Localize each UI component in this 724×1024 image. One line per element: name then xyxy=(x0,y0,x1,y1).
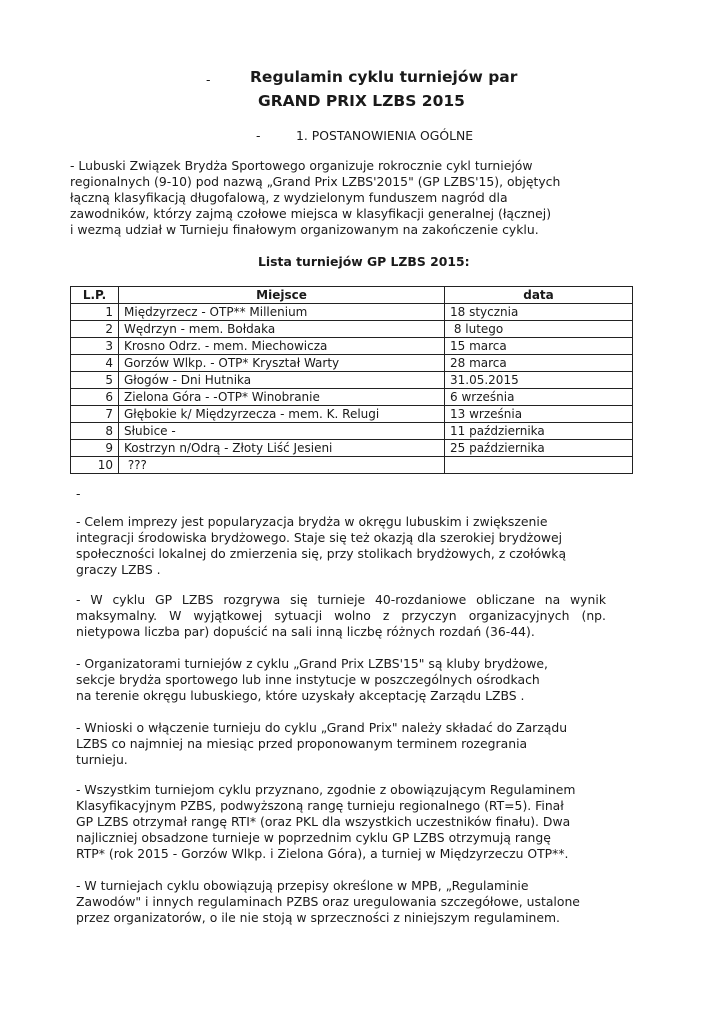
paragraph-line: Klasyfikacyjnym PZBS, podwyższoną rangę turnieju regionalnego (RT=5). Finał xyxy=(76,798,564,813)
paragraph-line: Zawodów" i innych regulaminach PZBS oraz uregulowania szczegółowe, ustalone xyxy=(76,894,580,909)
cell-lp: 3 xyxy=(71,338,119,355)
cell-lp: 7 xyxy=(71,406,119,423)
cell-place: Głębokie k/ Międzyrzecza - mem. K. Relugi xyxy=(119,406,445,423)
cell-date: 11 października xyxy=(445,423,633,440)
paragraph-line: turnieju. xyxy=(76,752,128,767)
table-row xyxy=(71,338,633,355)
cell-lp: 9 xyxy=(71,440,119,457)
cell-place: Zielona Góra - -OTP* Winobranie xyxy=(119,389,445,406)
section-heading: 1. POSTANOWIENIA OGÓLNE xyxy=(296,128,474,143)
cell-lp: 8 xyxy=(71,423,119,440)
paragraph-line: - W turniejach cyklu obowiązują przepisy określone w MPB, „Regulaminie xyxy=(76,878,529,893)
paragraph-line: przez organizatorów, o ile nie stoją w sprzeczności z niniejszym regulaminem. xyxy=(76,910,560,925)
after-table-dash: - xyxy=(76,486,81,501)
paragraph-line: społeczności lokalnej do zmierzenia się, przy stolikach brydżowych, z czołówką xyxy=(76,546,567,561)
table-header-row xyxy=(71,287,633,304)
cell-place: ??? xyxy=(119,457,445,474)
cell-date: 31.05.2015 xyxy=(445,372,633,389)
table-row xyxy=(71,457,633,474)
table-row xyxy=(71,406,633,423)
paragraph-line: graczy LZBS . xyxy=(76,562,161,577)
table-row xyxy=(71,389,633,406)
cell-place: Kostrzyn n/Odrą - Złoty Liść Jesieni xyxy=(119,440,445,457)
paragraph-line: najliczniej obsadzone turnieje w poprzednim cyklu GP LZBS otrzymują rangę xyxy=(76,830,551,845)
cell-lp: 1 xyxy=(71,304,119,321)
section-dash: - xyxy=(256,128,261,143)
list-title: Lista turniejów GP LZBS 2015: xyxy=(258,254,470,269)
paragraph-line: - Wszystkim turniejom cyklu przyznano, zgodnie z obowiązującym Regulaminem xyxy=(76,782,576,797)
cell-place: Międzyrzecz - OTP** Millenium xyxy=(119,304,445,321)
paragraph-line: - W cyklu GP LZBS rozgrywa się turnieje 40-rozdaniowe obliczane na wynik xyxy=(76,592,606,607)
table-row xyxy=(71,372,633,389)
cell-date: 8 lutego xyxy=(445,321,633,338)
document-title-line1: Regulamin cyklu turniejów par xyxy=(250,68,518,86)
cell-date: 28 marca xyxy=(445,355,633,372)
cell-place: Słubice - xyxy=(119,423,445,440)
paragraph-line: integracji środowiska brydżowego. Staje się też okazją dla szerokiej brydżowej xyxy=(76,530,563,545)
cell-date: 6 września xyxy=(445,389,633,406)
cell-lp: 10 xyxy=(71,457,119,474)
column-header-lp: L.P. xyxy=(71,287,119,304)
table-row xyxy=(71,423,633,440)
intro-line: łączną klasyfikacją długofalową, z wydzielonym funduszem nagród dla xyxy=(70,190,508,205)
document-title-line2: GRAND PRIX LZBS 2015 xyxy=(258,92,465,110)
intro-line: zawodników, którzy zajmą czołowe miejsca w klasyfikacji generalnej (łącznej) xyxy=(70,206,552,221)
paragraph-line: - Organizatorami turniejów z cyklu „Grand Prix LZBS'15" są kluby brydżowe, xyxy=(76,656,548,671)
paragraph-line: - Celem imprezy jest popularyzacja brydża w okręgu lubuskim i zwiększenie xyxy=(76,514,548,529)
table-row xyxy=(71,440,633,457)
cell-place: Wędrzyn - mem. Bołdaka xyxy=(119,321,445,338)
table-row xyxy=(71,304,633,321)
cell-date: 25 października xyxy=(445,440,633,457)
intro-line: - Lubuski Związek Brydża Sportowego organizuje rokrocznie cykl turniejów xyxy=(70,158,533,173)
header-dash: - xyxy=(206,72,211,87)
cell-lp: 5 xyxy=(71,372,119,389)
intro-line: regionalnych (9-10) pod nazwą „Grand Prix LZBS'2015" (GP LZBS'15), objętych xyxy=(70,174,561,189)
intro-line: i wezmą udział w Turnieju finałowym organizowanym na zakończenie cyklu. xyxy=(70,222,539,237)
paragraph-line: RTP* (rok 2015 - Gorzów Wlkp. i Zielona Góra), a turniej w Międzyrzeczu OTP**. xyxy=(76,846,569,861)
paragraph-line: na terenie okręgu lubuskiego, które uzyskały akceptację Zarządu LZBS . xyxy=(76,688,525,703)
column-header-place: Miejsce xyxy=(119,287,445,304)
table-row xyxy=(71,355,633,372)
cell-lp: 6 xyxy=(71,389,119,406)
paragraph-line: nietypowa liczba par) dopuścić na sali inną liczbę różnych rozdań (36-44). xyxy=(76,624,535,639)
tournament-table xyxy=(70,286,633,474)
cell-place: Głogów - Dni Hutnika xyxy=(119,372,445,389)
table-row xyxy=(71,321,633,338)
paragraph-line: GP LZBS otrzymał rangę RTI* (oraz PKL dla wszystkich uczestników finału). Dwa xyxy=(76,814,571,829)
cell-lp: 4 xyxy=(71,355,119,372)
cell-date xyxy=(445,457,633,474)
paragraph-line: maksymalny. W wyjątkowej sytuacji wolno z przyczyn organizacyjnych (np. xyxy=(76,608,606,623)
cell-place: Krosno Odrz. - mem. Miechowicza xyxy=(119,338,445,355)
paragraph-line: sekcje brydża sportowego lub inne instytucje w poszczególnych ośrodkach xyxy=(76,672,540,687)
cell-date: 15 marca xyxy=(445,338,633,355)
cell-lp: 2 xyxy=(71,321,119,338)
paragraph-line: LZBS co najmniej na miesiąc przed proponowanym terminem rozegrania xyxy=(76,736,528,751)
column-header-date: data xyxy=(445,287,633,304)
cell-place: Gorzów Wlkp. - OTP* Kryształ Warty xyxy=(119,355,445,372)
paragraph-line: - Wnioski o włączenie turnieju do cyklu „Grand Prix" należy składać do Zarządu xyxy=(76,720,568,735)
cell-date: 18 stycznia xyxy=(445,304,633,321)
cell-date: 13 września xyxy=(445,406,633,423)
